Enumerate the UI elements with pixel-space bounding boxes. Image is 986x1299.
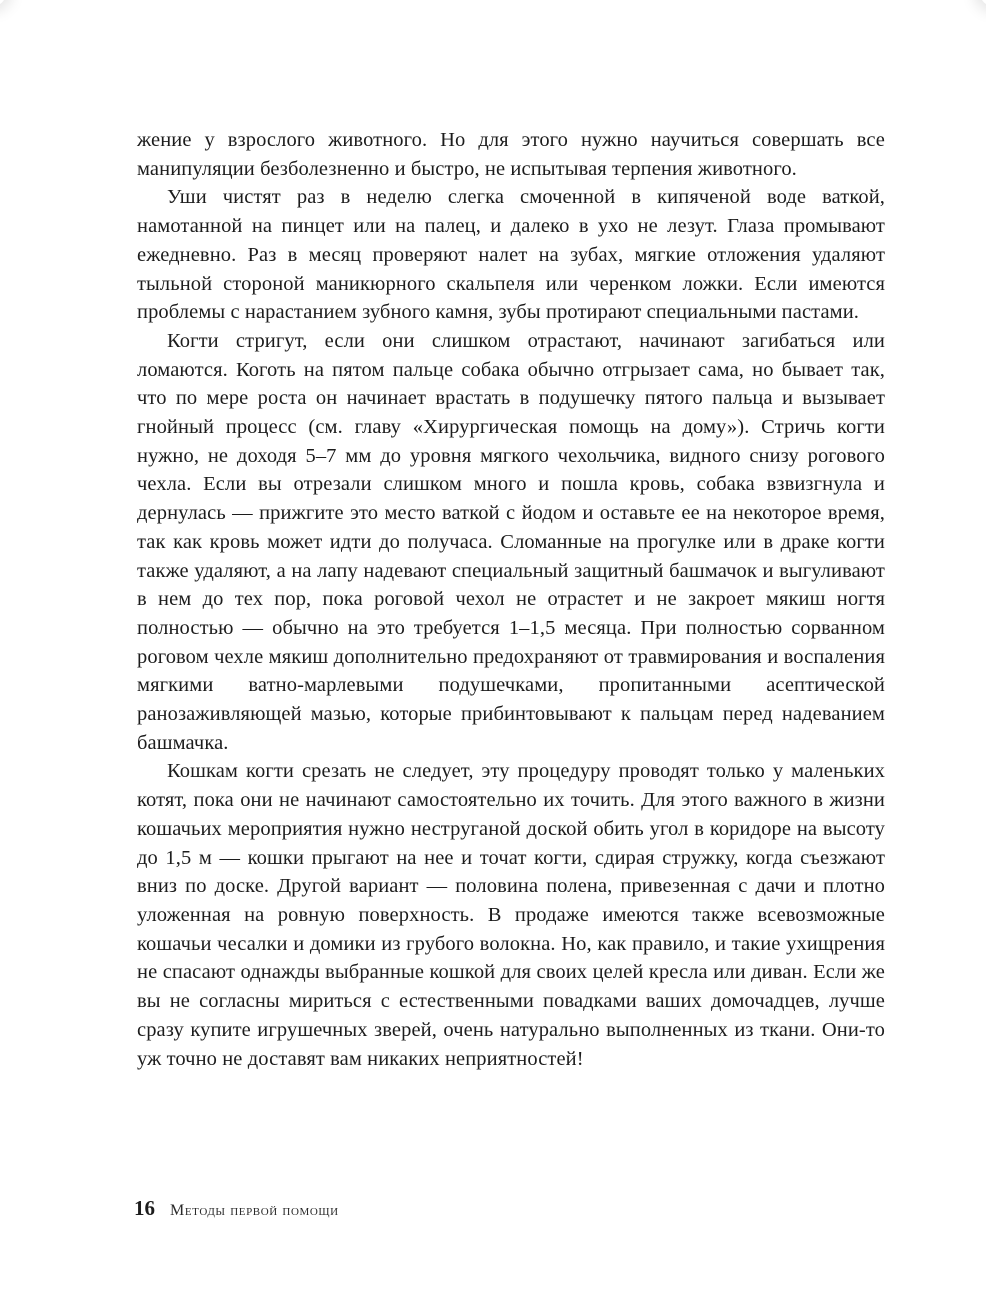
page-text-block (137, 126, 885, 1073)
running-title: Методы первой помощи (170, 1202, 339, 1219)
paragraph-continued: жение у взрослого животного. Но для этого нужно научиться совершать все манипуляции безболезненно и быстро, не испытывая терпения животного. (137, 129, 885, 180)
paragraph-cat-claws: Кошкам когти срезать не следует, эту процедуру проводят только у маленьких котят, пока они не начинают самостоятельно их точить. Для этого важного в жизни кошачьих мероприятия нужно неструганой доской обить угол в коридоре на высоту до 1,5 м — кошки прыгают на нее и точат когти, сдирая стружку, когда съезжают вниз по доске. Другой вариант — половина полена, привезенная с дачи и плотно уложенная на ровную поверхность. В продаже имеются также всевозможные кошачьи чесалки и домики из грубого волокна. Но, как правило, и такие ухищрения не спасают однажды выбранные кошкой для своих целей кресла или диван. Если же вы не согласны мириться с естественными повадками ваших домочадцев, лучше сразу купите игрушечных зверей, очень натурально выполненных из ткани. Они-то уж точно не доставят вам никаких неприятностей! (137, 760, 885, 1070)
page-number: 16 (134, 1196, 155, 1220)
paragraph-dog-claws: Когти стригут, если они слишком отрастают, начинают загибаться или ломаются. Коготь на пятом пальце собака обычно отгрызает сама, но бывает так, что по мере роста он начинает врастать в подушечку пятого пальца и вызывает гнойный процесс (см. главу «Хирургическая помощь на дому»). Стричь когти нужно, не доходя 5–7 мм до уровня мягкого чехольчика, видного снизу рогового чехла. Если вы отрезали слишком много и пошла кровь, собака взвизгнула и дернулась — прижгите это место ваткой с йодом и оставьте ее на некоторое время, так как кровь может идти до получаса. Сломанные на прогулке или в драке когти также удаляют, а на лапу надевают специальный защитный башмачок и выгуливают в нем до тех пор, пока роговой чехол не отрастет и не закроет мякиш ногтя полностью — обычно на это требуется 1–1,5 месяца. При полностью сорванном роговом чехле мякиш дополнительно предохраняют от травмирования и воспаления мягкими ватно-марлевыми подушечками, пропитанными асептической ранозаживляющей мазью, которые прибинтовывают к пальцам перед надеванием башмачка. (137, 329, 885, 754)
page-footer (134, 1196, 339, 1221)
paragraph-ears-care: Уши чистят раз в неделю слегка смоченной в кипяченой воде ваткой, намотанной на пинцет или на палец, и далеко в ухо не лезут. Глаза промывают ежедневно. Раз в месяц проверяют налет на зубах, мягкие отложения удаляют тыльной стороной маникюрного скальпеля или черенком ложки. Если имеются проблемы с нарастанием зубного камня, зубы протирают специальными пастами. (137, 186, 885, 324)
